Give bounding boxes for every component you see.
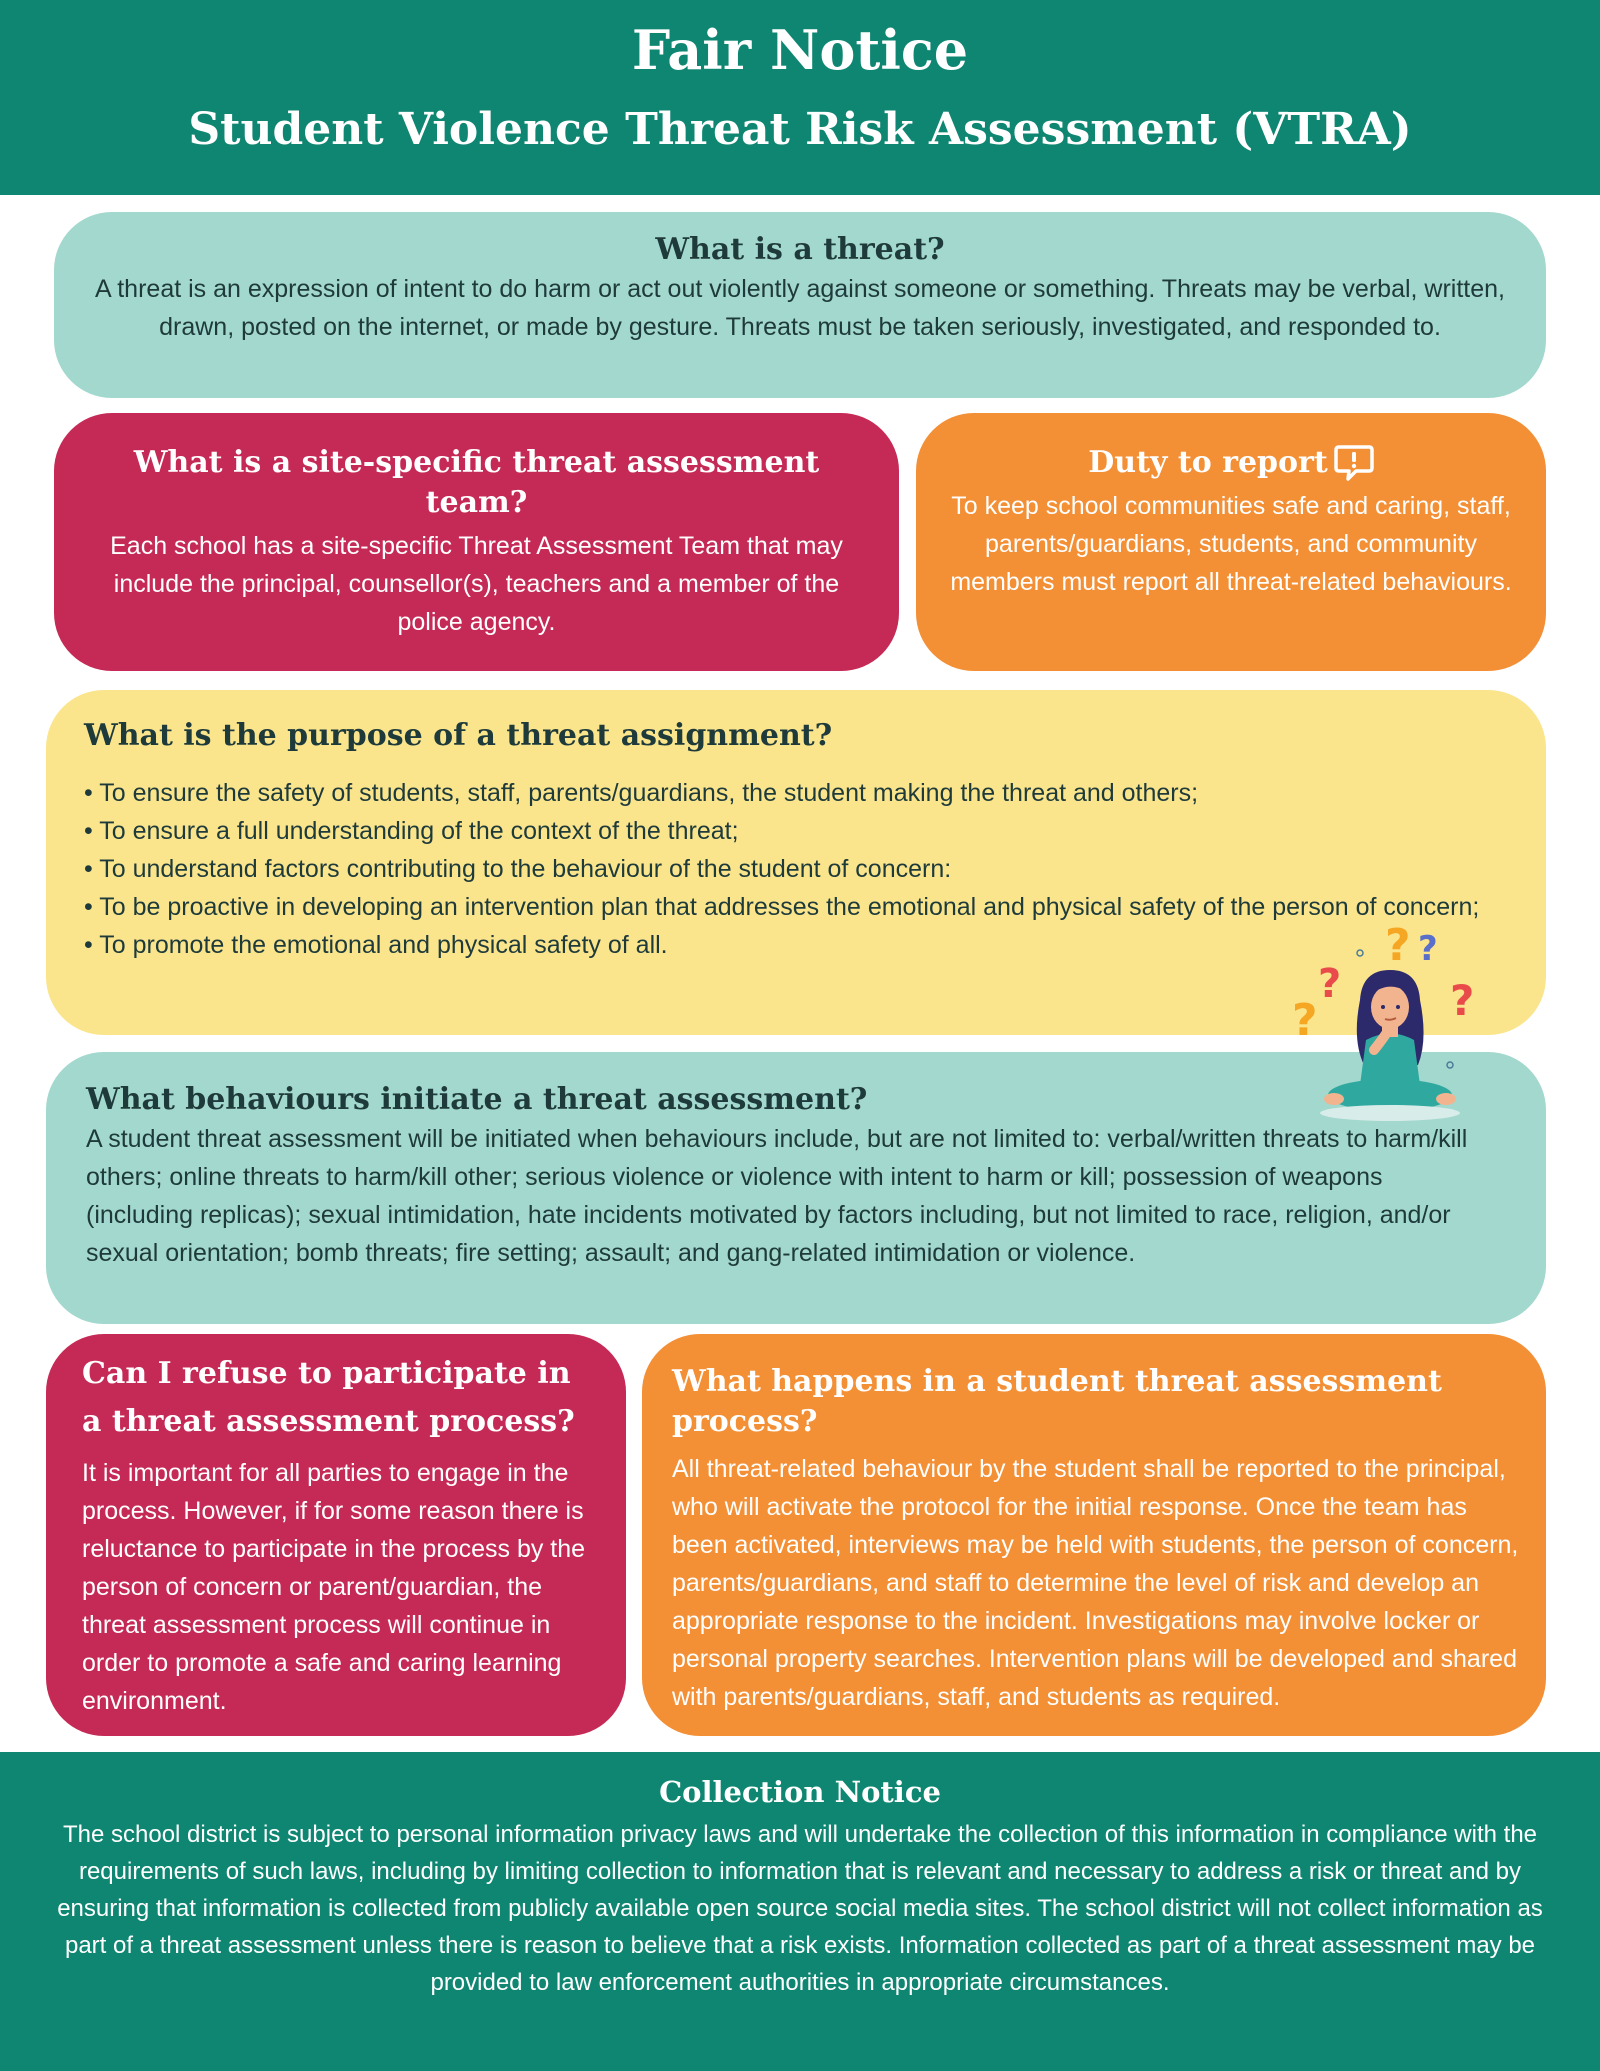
card-heading: Can I refuse to participate in a threat assessment process? xyxy=(82,1356,575,1439)
svg-text:?: ? xyxy=(1385,920,1411,971)
card-heading: What is a site-specific threat assessment team? xyxy=(133,445,820,520)
card-body: A threat is an expression of intent to do harm or act out violently against someone or something. Threats may be verbal, written, drawn, posted on the internet, or made by gesture. Threats must be taken seriously, investigated, and responded to. xyxy=(95,275,1505,341)
card-heading: What behaviours initiate a threat assessment? xyxy=(86,1082,868,1117)
card-what-is-threat xyxy=(54,212,1546,398)
card-assessment-process xyxy=(642,1334,1546,1736)
list-item: • To promote the emotional and physical safety of all. xyxy=(84,931,668,959)
card-body: All threat-related behaviour by the student shall be reported to the principal, who will activate the protocol for the initial response. Once the team has been activated, interviews may be held with students, the person of concern, parents/guardians, and staff to determine the level of risk and develop an appropriate response to the incident. Investigations may involve locker or personal property searches. Intervention plans will be developed and shared with parents/guardians, staff, and students as required. xyxy=(672,1455,1519,1711)
card-duty-to-report xyxy=(916,413,1546,671)
footer-heading: Collection Notice xyxy=(659,1775,941,1809)
card-body: It is important for all parties to engage in the process. However, if for some reason there is reluctance to participate in the process by the person of concern or parent/guardian, the threat assessment process will continue in order to promote a safe and caring learning environment. xyxy=(82,1459,586,1715)
thinking-girl-with-question-marks-icon xyxy=(1290,915,1480,1125)
card-body: To keep school communities safe and caring, staff, parents/guardians, students, and community members must report all threat-related behaviours. xyxy=(950,492,1512,596)
list-item: • To ensure the safety of students, staff, parents/guardians, the student making the threat and others; xyxy=(84,779,1199,807)
card-refuse-participation xyxy=(46,1334,626,1736)
card-assessment-team xyxy=(54,413,899,671)
list-item: • To understand factors contributing to the behaviour of the student of concern: xyxy=(84,855,952,883)
page-title: Fair Notice xyxy=(631,18,969,82)
footer-body: The school district is subject to personal information privacy laws and will undertake the collection of this information in compliance with the requirements of such laws, including by limiting collection to information that is relevant and necessary to address a risk or threat and by ensuring that information is collected from publicly available open source social media sites. The school district will not collect information as part of a threat assessment unless there is reason to believe that a risk exists. Information collected as part of a threat assessment may be provided to law enforcement authorities in appropriate circumstances. xyxy=(57,1821,1543,1996)
card-heading: What is the purpose of a threat assignment? xyxy=(84,718,833,753)
list-item: • To ensure a full understanding of the context of the threat; xyxy=(84,817,739,845)
page-subtitle: Student Violence Threat Risk Assessment (VTRA) xyxy=(188,104,1412,155)
card-body: Each school has a site-specific Threat Assessment Team that may include the principal, counsellor(s), teachers and a member of the police agency. xyxy=(110,532,843,636)
card-body: A student threat assessment will be initiated when behaviours include, but are not limited to: verbal/written threats to harm/kill others; online threats to harm/kill other; serious violence or violence with intent to harm or kill; possession of weapons (including replicas); sexual intimidation, hate incidents motivated by factors including, but not limited to race, religion, and/or sexual orientation; bomb threats; fire setting; assault; and gang-related intimidation or violence. xyxy=(86,1125,1468,1267)
alert-speech-bubble-icon xyxy=(1334,444,1374,482)
header-banner xyxy=(0,0,1600,195)
card-heading: What is a threat? xyxy=(655,232,945,267)
card-heading: Duty to report xyxy=(1088,445,1328,480)
svg-text:?: ? xyxy=(1292,995,1318,1046)
svg-text:?: ? xyxy=(1450,976,1475,1025)
svg-text:?: ? xyxy=(1318,961,1342,1007)
card-heading-row xyxy=(946,443,1516,483)
list-item: • To be proactive in developing an intervention plan that addresses the emotional and physical safety of the person of concern; xyxy=(84,893,1480,921)
card-heading: What happens in a student threat assessment process? xyxy=(672,1364,1442,1439)
collection-notice xyxy=(0,1752,1600,2071)
svg-text:?: ? xyxy=(1418,929,1438,969)
